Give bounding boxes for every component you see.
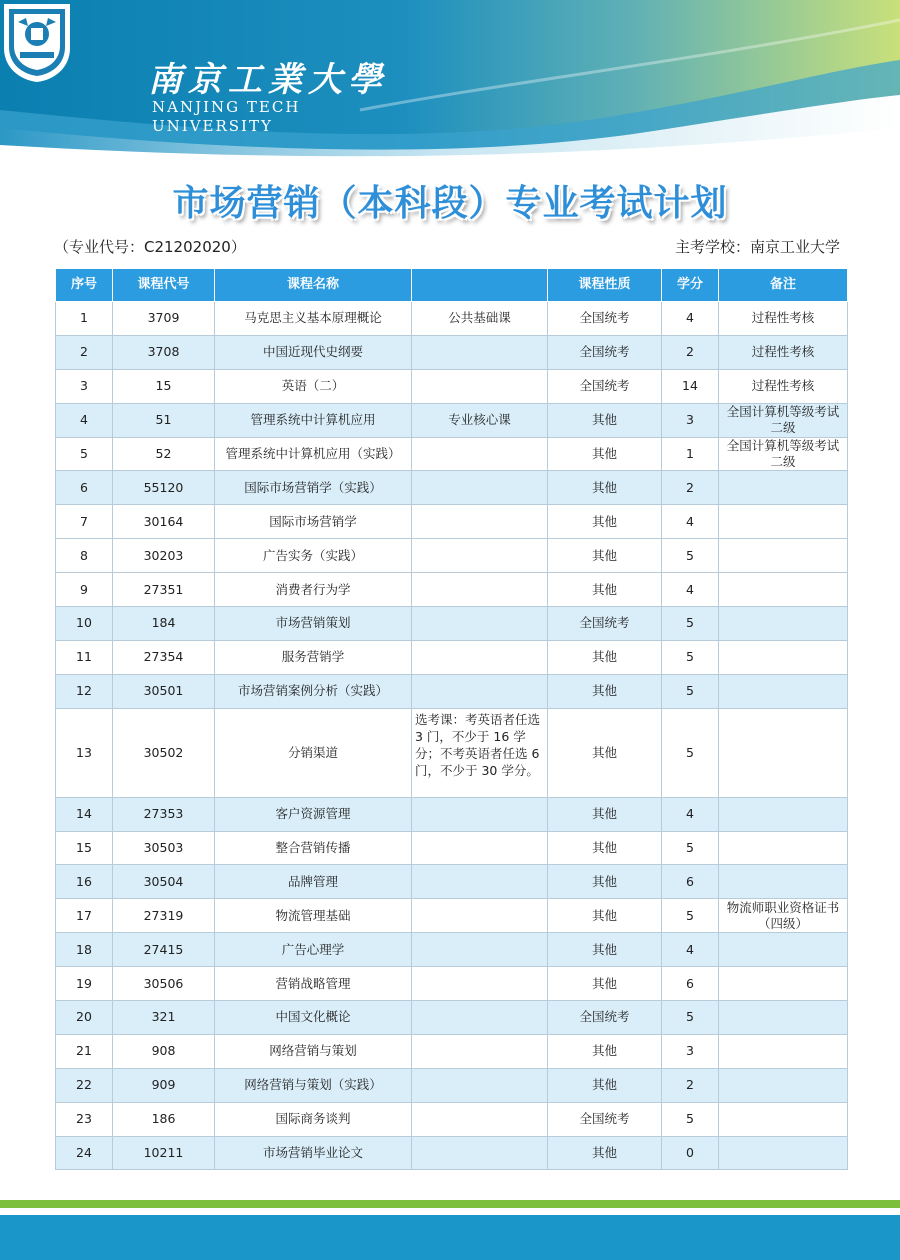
cell-group: 选考课：考英语者任选 3 门，不少于 16 学分；不考英语者任选 6 门，不少于 30 学分。 — [412, 708, 548, 797]
cell-group — [412, 865, 548, 899]
cell-no: 16 — [56, 865, 113, 899]
cell-credit: 4 — [662, 797, 719, 831]
cell-note — [719, 967, 848, 1001]
cell-no: 20 — [56, 1001, 113, 1035]
cell-code: 909 — [113, 1068, 215, 1102]
table-row — [56, 1136, 848, 1170]
cell-code: 27319 — [113, 899, 215, 933]
header-banner — [0, 0, 900, 160]
cell-code: 30502 — [113, 708, 215, 797]
cell-group — [412, 640, 548, 674]
cell-no: 14 — [56, 797, 113, 831]
cell-type: 全国统考 — [548, 1102, 662, 1136]
header-name: 课程名称 — [215, 269, 412, 302]
cell-group — [412, 1001, 548, 1035]
table-row — [56, 471, 848, 505]
cell-credit: 4 — [662, 302, 719, 336]
cell-group — [412, 437, 548, 471]
cell-code: 52 — [113, 437, 215, 471]
cell-no: 7 — [56, 505, 113, 539]
table-row — [56, 1102, 848, 1136]
cell-credit: 2 — [662, 471, 719, 505]
cell-name: 客户资源管理 — [215, 797, 412, 831]
cell-code: 3709 — [113, 302, 215, 336]
cell-no: 3 — [56, 369, 113, 403]
cell-credit: 1 — [662, 437, 719, 471]
cell-note — [719, 1136, 848, 1170]
cell-code: 27351 — [113, 573, 215, 607]
footer-gap — [0, 1208, 900, 1215]
banner-background — [0, 0, 900, 160]
table-row — [56, 437, 848, 471]
cell-credit: 2 — [662, 335, 719, 369]
header-code: 课程代号 — [113, 269, 215, 302]
table-row — [56, 865, 848, 899]
cell-no: 6 — [56, 471, 113, 505]
cell-name: 品牌管理 — [215, 865, 412, 899]
cell-code: 15 — [113, 369, 215, 403]
cell-name: 管理系统中计算机应用 — [215, 403, 412, 437]
cell-type: 全国统考 — [548, 607, 662, 641]
header-credit: 学分 — [662, 269, 719, 302]
cell-note — [719, 1102, 848, 1136]
cell-group — [412, 369, 548, 403]
cell-no: 1 — [56, 302, 113, 336]
cell-code: 908 — [113, 1034, 215, 1068]
cell-note — [719, 865, 848, 899]
cell-no: 21 — [56, 1034, 113, 1068]
cell-code: 184 — [113, 607, 215, 641]
cell-type: 其他 — [548, 797, 662, 831]
cell-group — [412, 505, 548, 539]
cell-name: 管理系统中计算机应用（实践） — [215, 437, 412, 471]
cell-note — [719, 539, 848, 573]
cell-note — [719, 933, 848, 967]
table-row — [56, 335, 848, 369]
cell-type: 全国统考 — [548, 302, 662, 336]
header-note: 备注 — [719, 269, 848, 302]
cell-type: 其他 — [548, 505, 662, 539]
cell-code: 30203 — [113, 539, 215, 573]
cell-note — [719, 573, 848, 607]
cell-credit: 5 — [662, 607, 719, 641]
cell-code: 321 — [113, 1001, 215, 1035]
cell-note: 全国计算机等级考试二级 — [719, 437, 848, 471]
cell-group — [412, 539, 548, 573]
cell-code: 27415 — [113, 933, 215, 967]
page-title: 市场营销（本科段）专业考试计划 — [172, 183, 728, 224]
major-code: （专业代号：C21202020） — [54, 238, 246, 256]
cell-name: 马克思主义基本原理概论 — [215, 302, 412, 336]
cell-type: 其他 — [548, 1068, 662, 1102]
cell-credit: 4 — [662, 573, 719, 607]
cell-type: 其他 — [548, 539, 662, 573]
cell-group — [412, 607, 548, 641]
university-seal-icon — [0, 0, 74, 84]
cell-no: 10 — [56, 607, 113, 641]
cell-type: 其他 — [548, 933, 662, 967]
cell-name: 中国近现代史纲要 — [215, 335, 412, 369]
cell-note — [719, 505, 848, 539]
cell-credit: 6 — [662, 967, 719, 1001]
cell-no: 24 — [56, 1136, 113, 1170]
cell-group — [412, 1102, 548, 1136]
cell-no: 5 — [56, 437, 113, 471]
cell-name: 市场营销策划 — [215, 607, 412, 641]
cell-credit: 6 — [662, 865, 719, 899]
exam-plan-table — [55, 268, 848, 1170]
cell-code: 3708 — [113, 335, 215, 369]
cell-no: 12 — [56, 674, 113, 708]
table-row — [56, 607, 848, 641]
table-row — [56, 967, 848, 1001]
cell-name: 整合营销传播 — [215, 831, 412, 865]
cell-name: 网络营销与策划 — [215, 1034, 412, 1068]
cell-credit: 5 — [662, 1102, 719, 1136]
cell-type: 其他 — [548, 471, 662, 505]
cell-credit: 5 — [662, 674, 719, 708]
cell-type: 其他 — [548, 1034, 662, 1068]
cell-type: 其他 — [548, 573, 662, 607]
table-row — [56, 899, 848, 933]
table-row — [56, 1001, 848, 1035]
cell-credit: 3 — [662, 403, 719, 437]
logo-chinese-name: 南京工業大學 — [148, 60, 388, 100]
cell-name: 英语（二） — [215, 369, 412, 403]
cell-name: 国际市场营销学 — [215, 505, 412, 539]
cell-name: 国际市场营销学（实践） — [215, 471, 412, 505]
cell-note — [719, 1034, 848, 1068]
cell-no: 22 — [56, 1068, 113, 1102]
cell-name: 广告实务（实践） — [215, 539, 412, 573]
cell-name: 中国文化概论 — [215, 1001, 412, 1035]
cell-group — [412, 471, 548, 505]
cell-note: 过程性考核 — [719, 369, 848, 403]
cell-no: 15 — [56, 831, 113, 865]
cell-group — [412, 674, 548, 708]
cell-code: 27353 — [113, 797, 215, 831]
table-row — [56, 539, 848, 573]
cell-note: 全国计算机等级考试二级 — [719, 403, 848, 437]
cell-type: 全国统考 — [548, 1001, 662, 1035]
table-header-row — [56, 269, 848, 302]
cell-note — [719, 831, 848, 865]
cell-group: 专业核心课 — [412, 403, 548, 437]
cell-note — [719, 797, 848, 831]
cell-type: 其他 — [548, 831, 662, 865]
cell-name: 广告心理学 — [215, 933, 412, 967]
logo-english-name-line1: NANJING TECH — [152, 98, 301, 116]
cell-credit: 5 — [662, 708, 719, 797]
cell-group — [412, 335, 548, 369]
cell-group: 公共基础课 — [412, 302, 548, 336]
table-row — [56, 674, 848, 708]
cell-note: 过程性考核 — [719, 335, 848, 369]
cell-type: 全国统考 — [548, 335, 662, 369]
cell-code: 30164 — [113, 505, 215, 539]
cell-note — [719, 674, 848, 708]
cell-no: 13 — [56, 708, 113, 797]
cell-no: 4 — [56, 403, 113, 437]
header-type: 课程性质 — [548, 269, 662, 302]
table-row — [56, 403, 848, 437]
cell-note — [719, 607, 848, 641]
cell-note — [719, 708, 848, 797]
cell-name: 分销渠道 — [215, 708, 412, 797]
cell-group — [412, 899, 548, 933]
cell-code: 27354 — [113, 640, 215, 674]
cell-type: 全国统考 — [548, 369, 662, 403]
cell-code: 30501 — [113, 674, 215, 708]
cell-group — [412, 933, 548, 967]
cell-credit: 2 — [662, 1068, 719, 1102]
cell-group — [412, 967, 548, 1001]
table-row — [56, 1068, 848, 1102]
cell-note — [719, 640, 848, 674]
table-row — [56, 797, 848, 831]
cell-no: 17 — [56, 899, 113, 933]
footer-blue-band — [0, 1215, 900, 1260]
cell-credit: 3 — [662, 1034, 719, 1068]
host-school: 主考学校：南京工业大学 — [674, 238, 840, 256]
cell-group — [412, 1034, 548, 1068]
cell-type: 其他 — [548, 1136, 662, 1170]
cell-name: 物流管理基础 — [215, 899, 412, 933]
cell-note — [719, 1001, 848, 1035]
cell-name: 国际商务谈判 — [215, 1102, 412, 1136]
cell-credit: 5 — [662, 1001, 719, 1035]
cell-note: 过程性考核 — [719, 302, 848, 336]
footer-bar — [0, 1200, 900, 1260]
cell-credit: 4 — [662, 505, 719, 539]
table-row — [56, 708, 848, 797]
cell-group — [412, 573, 548, 607]
cell-name: 市场营销毕业论文 — [215, 1136, 412, 1170]
cell-no: 11 — [56, 640, 113, 674]
table-row — [56, 640, 848, 674]
cell-note — [719, 1068, 848, 1102]
cell-name: 服务营销学 — [215, 640, 412, 674]
cell-type: 其他 — [548, 708, 662, 797]
cell-name: 市场营销案例分析（实践） — [215, 674, 412, 708]
cell-type: 其他 — [548, 967, 662, 1001]
table-row — [56, 1034, 848, 1068]
cell-credit: 14 — [662, 369, 719, 403]
table-row — [56, 302, 848, 336]
cell-credit: 5 — [662, 899, 719, 933]
cell-name: 网络营销与策划（实践） — [215, 1068, 412, 1102]
cell-no: 2 — [56, 335, 113, 369]
table-body — [56, 302, 848, 1170]
table-row — [56, 369, 848, 403]
cell-type: 其他 — [548, 899, 662, 933]
cell-code: 30506 — [113, 967, 215, 1001]
cell-credit: 4 — [662, 933, 719, 967]
header-no: 序号 — [56, 269, 113, 302]
cell-group — [412, 797, 548, 831]
cell-group — [412, 1068, 548, 1102]
cell-type: 其他 — [548, 865, 662, 899]
footer-green-stripe — [0, 1200, 900, 1208]
cell-credit: 5 — [662, 640, 719, 674]
cell-code: 51 — [113, 403, 215, 437]
logo-english-name-line2: UNIVERSITY — [152, 117, 273, 135]
cell-credit: 5 — [662, 539, 719, 573]
table-row — [56, 933, 848, 967]
cell-type: 其他 — [548, 437, 662, 471]
cell-no: 9 — [56, 573, 113, 607]
cell-type: 其他 — [548, 403, 662, 437]
table-row — [56, 505, 848, 539]
cell-type: 其他 — [548, 674, 662, 708]
cell-no: 23 — [56, 1102, 113, 1136]
cell-no: 18 — [56, 933, 113, 967]
cell-credit: 5 — [662, 831, 719, 865]
cell-code: 10211 — [113, 1136, 215, 1170]
cell-name: 营销战略管理 — [215, 967, 412, 1001]
header-group — [412, 269, 548, 302]
cell-code: 30504 — [113, 865, 215, 899]
cell-no: 19 — [56, 967, 113, 1001]
cell-code: 186 — [113, 1102, 215, 1136]
cell-group — [412, 831, 548, 865]
cell-no: 8 — [56, 539, 113, 573]
cell-code: 30503 — [113, 831, 215, 865]
cell-note — [719, 471, 848, 505]
table-row — [56, 573, 848, 607]
cell-credit: 0 — [662, 1136, 719, 1170]
cell-type: 其他 — [548, 640, 662, 674]
cell-note: 物流师职业资格证书（四级） — [719, 899, 848, 933]
cell-name: 消费者行为学 — [215, 573, 412, 607]
cell-code: 55120 — [113, 471, 215, 505]
cell-group — [412, 1136, 548, 1170]
table-row — [56, 831, 848, 865]
